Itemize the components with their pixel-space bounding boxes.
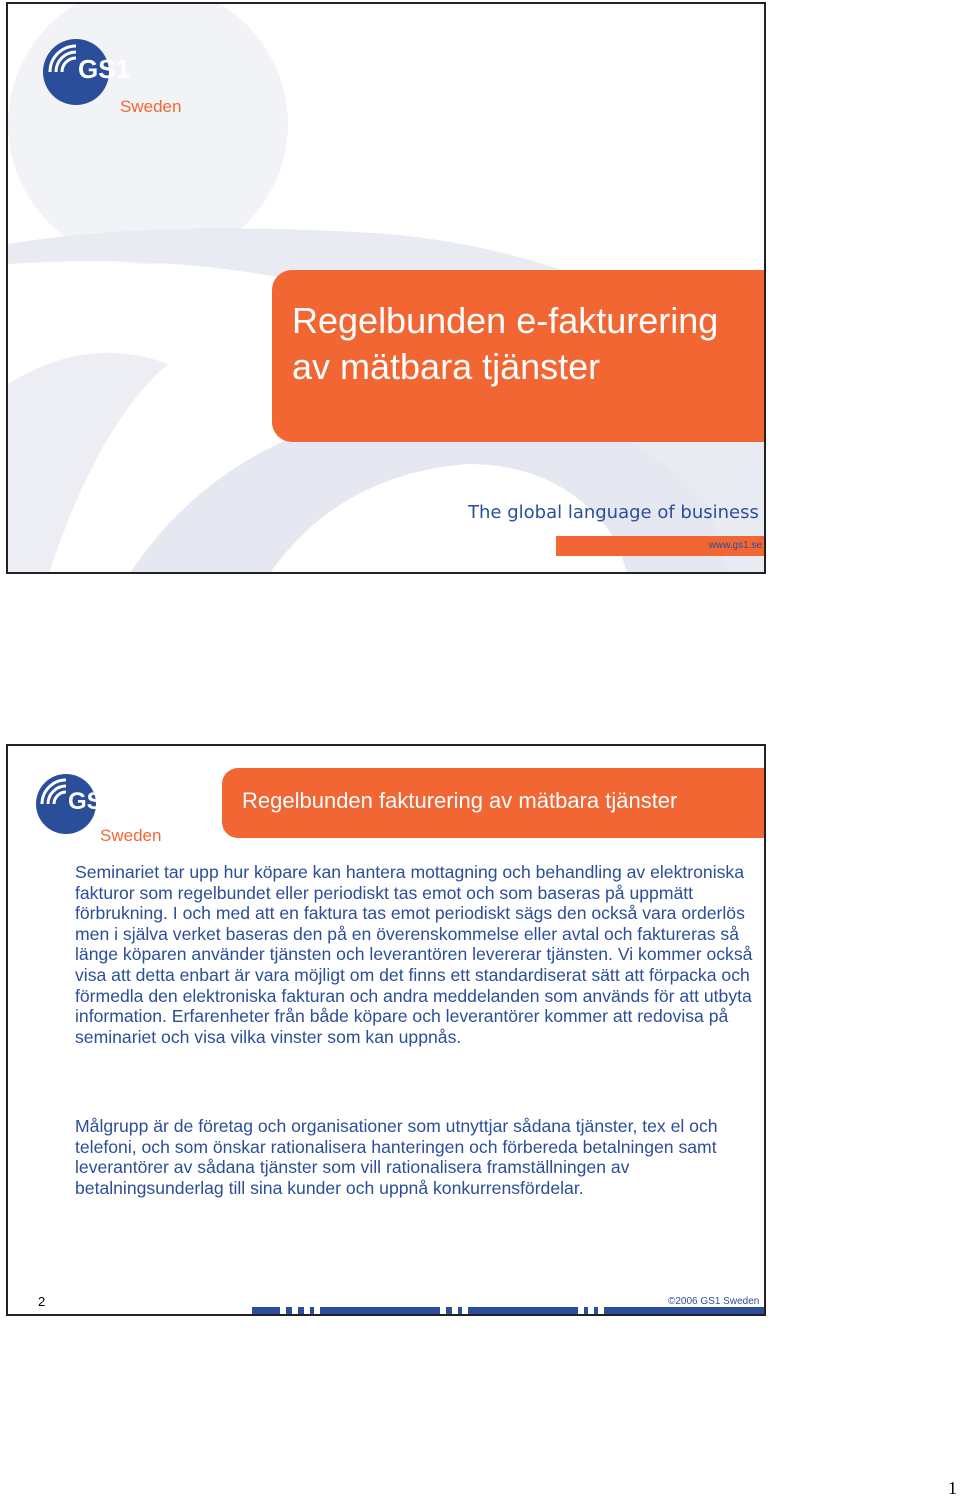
footer-decoration [252, 1307, 766, 1315]
gs1-logo [40, 36, 150, 106]
header-bar [222, 768, 766, 838]
url-bar [556, 536, 766, 556]
slide-2 [6, 744, 766, 1316]
title-box [272, 270, 766, 442]
tagline: The global language of business [468, 502, 759, 523]
slide-page-number: 2 [38, 1294, 46, 1309]
copyright: ©2006 GS1 Sweden [668, 1296, 760, 1307]
pdf-page-number: 1 [948, 1478, 957, 1498]
slide-title: Regelbunden fakturering av mätbara tjänster [242, 788, 678, 813]
gs1-logo-text: GS1 [68, 788, 117, 815]
title-line-1: Regelbunden e-fakturering [292, 300, 719, 341]
body-paragraph-1: Seminariet tar upp hur köpare kan hantera mottagning och behandling av elektroniska fakturor som regelbundet eller periodiskt tas emot och som baseras på uppmätt förbrukning. I och med att en faktura tas emot periodiskt sägs den också vara orderlös men i själva verket baseras den på en överenskommelse eller avtal och faktureras så länge köparen använder tjänsten och leverantören levererar tjänsten. Vi kommer också visa att detta enbart är vara möjligt om det finns ett standardiserat sätt att förpacka och förmedla den elektroniska fakturan och andra meddelanden som används för att utbyta information. Erfarenheter från både köpare och leverantörer kommer att redovisa på seminariet och visa vilka vinster som kan uppnås. [75, 862, 753, 1047]
website-url[interactable]: www.gs1.se [708, 540, 762, 551]
gs1-logo-text: GS1 [78, 54, 131, 84]
body-paragraph-2: Målgrupp är de företag och organisationer som utnyttjar sådana tjänster, tex el och telefoni, och som önskar rationalisera hanteringen och förbereda betalningen samt leverantörer av sådana tjänster som vill rationalisera framställningen av betalningsunderlag till sina kunder och uppnå konkurrensfördelar. [75, 1116, 718, 1198]
title-line-2: av mätbara tjänster [292, 346, 601, 387]
slide-1 [6, 2, 766, 574]
logo-region: Sweden [120, 97, 182, 116]
logo-region: Sweden [100, 826, 162, 845]
